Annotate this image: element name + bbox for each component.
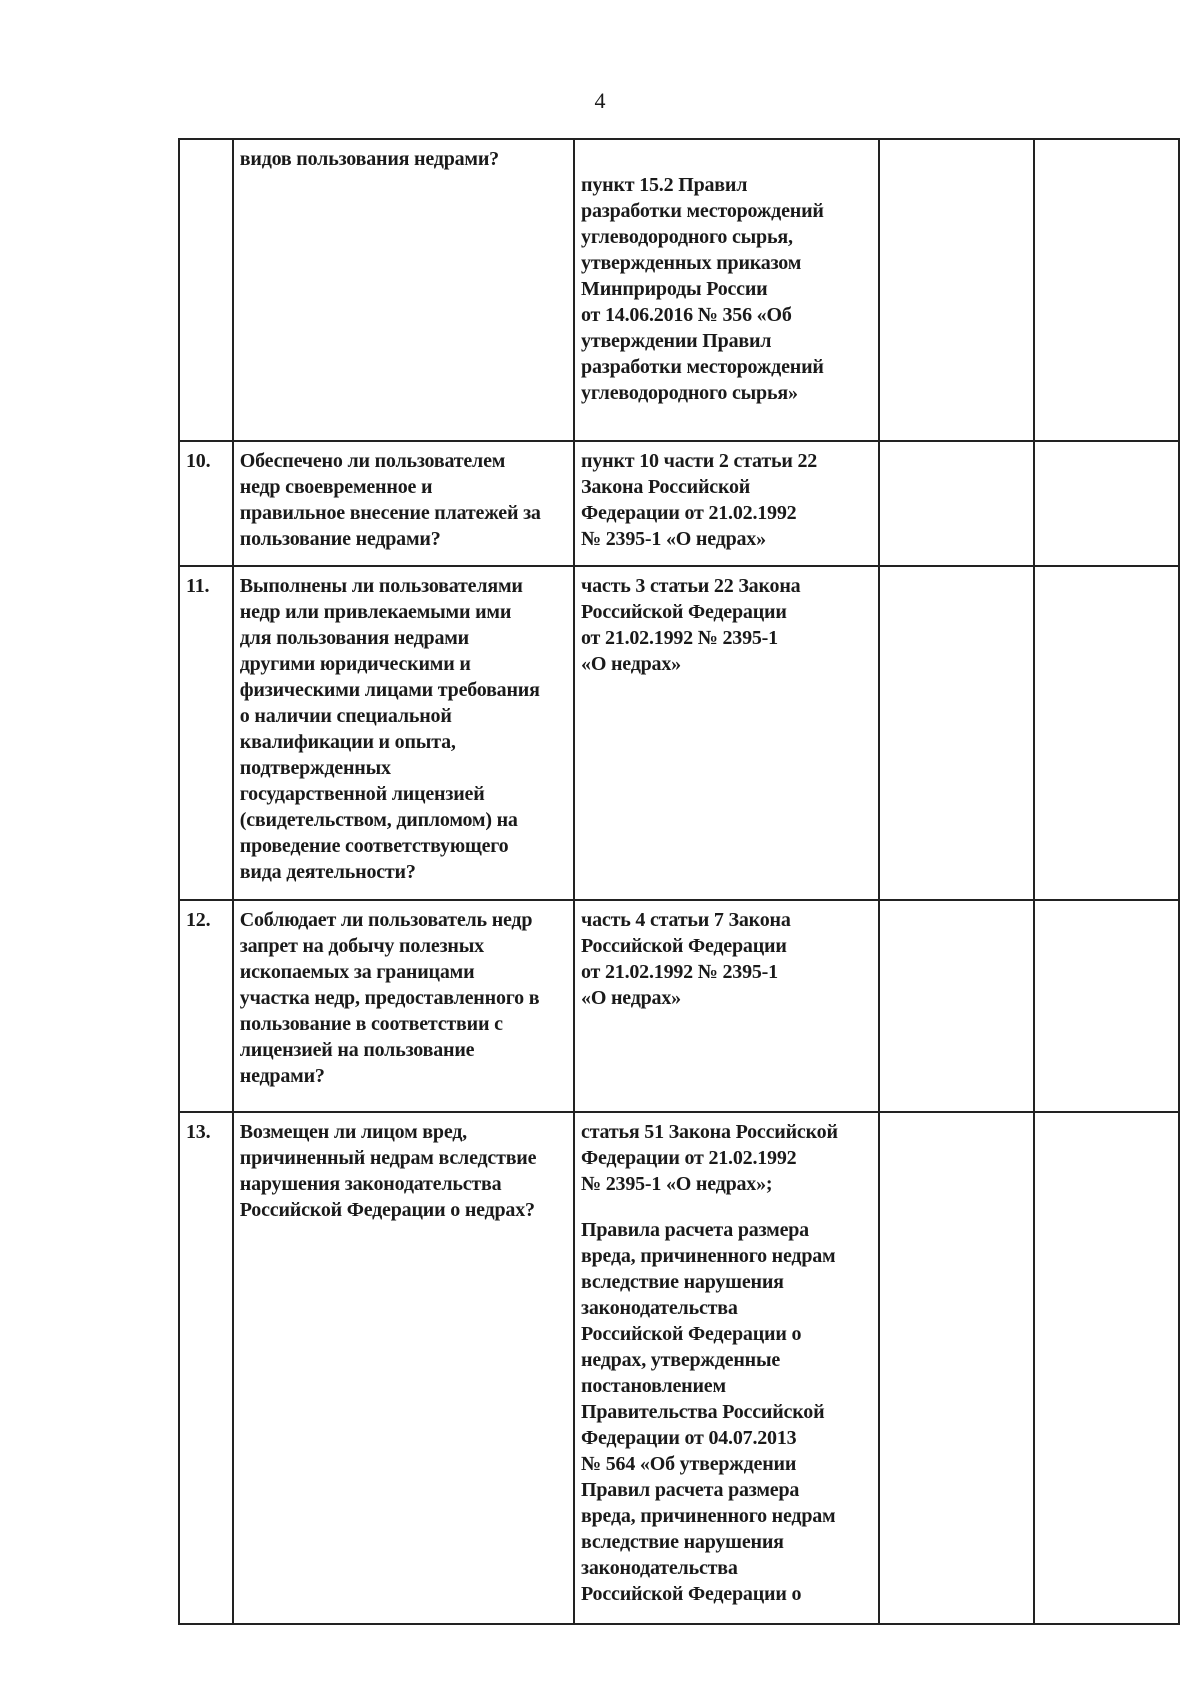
answer-cell	[879, 139, 1034, 441]
legal-basis-cell	[574, 441, 879, 566]
row-number: 13.	[179, 1112, 233, 1624]
notes-cell	[1034, 139, 1179, 441]
legal-basis-cell	[574, 1112, 879, 1624]
notes-cell	[1034, 566, 1179, 900]
legal-basis-text: статья 51 Закона Российской Федерации от 21.02.1992 № 2395-1 «О недрах»;	[581, 1121, 838, 1195]
legal-basis-text: Правила расчета размера вреда, причиненного недрам вследствие нарушения законодательства Российской Федерации о недрах, утвержденные постановлением Правительства Российской Федерации от 04.07.2013 № 564 «Об утверждении Правил расчета размера вреда, причиненного недрам вследствие нарушения законодательства Российской Федерации о	[581, 1219, 836, 1605]
legal-basis-cell	[574, 900, 879, 1112]
row-number: 10.	[179, 441, 233, 566]
requirement-question: видов пользования недрами?	[233, 139, 574, 441]
table-row	[179, 139, 1179, 441]
row-number: 12.	[179, 900, 233, 1112]
notes-cell	[1034, 1112, 1179, 1624]
requirement-question: Обеспечено ли пользователем недр своевременное и правильное внесение платежей за пользование недрами?	[233, 441, 574, 566]
requirement-question: Возмещен ли лицом вред, причиненный недрам вследствие нарушения законодательства Российской Федерации о недрах?	[233, 1112, 574, 1624]
row-number	[179, 139, 233, 441]
requirement-question: Соблюдает ли пользователь недр запрет на добычу полезных ископаемых за границами участка недр, предоставленного в пользование в соответствии с лицензией на пользование недрами?	[233, 900, 574, 1112]
answer-cell	[879, 566, 1034, 900]
legal-basis-cell	[574, 566, 879, 900]
legal-basis-text: пункт 10 части 2 статьи 22 Закона Российской Федерации от 21.02.1992 № 2395-1 «О недрах»	[581, 450, 818, 550]
table-row	[179, 1112, 1179, 1624]
table-row	[179, 900, 1179, 1112]
page-number: 4	[594, 88, 606, 113]
notes-cell	[1034, 441, 1179, 566]
answer-cell	[879, 441, 1034, 566]
row-number: 11.	[179, 566, 233, 900]
legal-basis-cell	[574, 139, 879, 441]
notes-cell	[1034, 900, 1179, 1112]
legal-basis-text: пункт 15.2 Правил разработки месторождений углеводородного сырья, утвержденных приказом Минприроды России от 14.06.2016 № 356 «Об утверждении Правил разработки месторождений углеводородного сырья»	[581, 174, 824, 404]
answer-cell	[879, 900, 1034, 1112]
legal-basis-text: часть 4 статьи 7 Закона Российской Федерации от 21.02.1992 № 2395-1 «О недрах»	[581, 909, 791, 1009]
table-row	[179, 441, 1179, 566]
answer-cell	[879, 1112, 1034, 1624]
requirement-question: Выполнены ли пользователями недр или привлекаемыми ими для пользования недрами другими юридическими и физическими лицами требования о наличии специальной квалификации и опыта, подтвержденных государственной лицензией (свидетельством, дипломом) на проведение соответствующего вида деятельности?	[233, 566, 574, 900]
table-row	[179, 566, 1179, 900]
legal-basis-text: часть 3 статьи 22 Закона Российской Федерации от 21.02.1992 № 2395-1 «О недрах»	[581, 575, 801, 675]
checklist-table	[178, 138, 1180, 1625]
